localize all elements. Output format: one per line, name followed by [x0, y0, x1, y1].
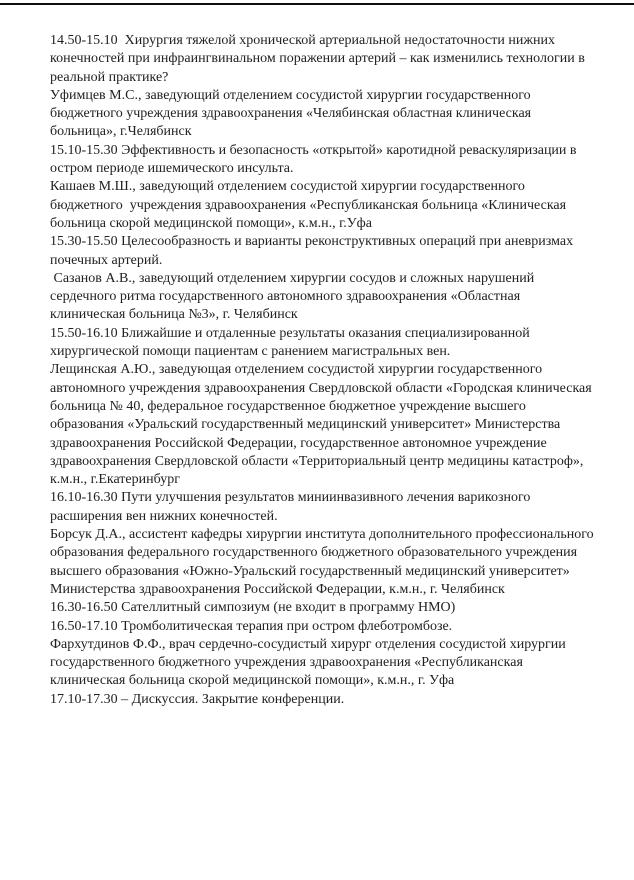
- text-line: почечных артерий.: [50, 252, 163, 268]
- program-text-block: [50, 32, 606, 709]
- text-line: Фархутдинов Ф.Ф., врач сердечно-сосудистый хирург отделения сосудистой хирургии: [50, 636, 566, 652]
- text-line: больница», г.Челябинск: [50, 124, 192, 140]
- text-line: Кашаев М.Ш., заведующий отделением сосудистой хирургии государственного: [50, 179, 525, 195]
- text-line: сердечного ритма государственного автономного здравоохранения «Областная: [50, 289, 521, 305]
- text-line: автономного учреждения здравоохранения Свердловской области «Городская клиническая: [50, 380, 592, 396]
- session-1530-title: [50, 233, 606, 270]
- text-line: здравоохранения Свердловской области «Территориальный центр медицины катастроф»,: [50, 453, 584, 469]
- text-line: больница скорой медицинской помощи», к.м.н., г.Уфа: [50, 215, 372, 231]
- session-1630-satellite: [50, 599, 606, 617]
- text-line: больница № 40, федеральное государственное бюджетное учреждение высшего: [50, 398, 526, 414]
- text-line: бюджетного учреждения здравоохранения «Челябинская областная клиническая: [50, 106, 532, 122]
- text-line: 15.50-16.10 Ближайшие и отдаленные результаты оказания специализированной: [50, 325, 530, 341]
- text-line: Лещинская А.Ю., заведующая отделением сосудистой хирургии государственного: [50, 362, 543, 378]
- text-line: Уфимцев М.С., заведующий отделением сосудистой хирургии государственного: [50, 87, 531, 103]
- text-line: 15.10-15.30 Эффективность и безопасность «открытой» каротидной реваскуляризации в: [50, 142, 577, 158]
- session-1650-speaker: [50, 636, 606, 691]
- text-line: государственного бюджетного учреждения здравоохранения «Республиканская: [50, 655, 523, 671]
- session-1450-speaker: [50, 87, 606, 142]
- scan-artifact-line: [0, 3, 634, 5]
- text-line: Министерства здравоохранения Российской Федерации, к.м.н., г. Челябинск: [50, 581, 505, 597]
- text-line: 15.30-15.50 Целесообразность и варианты реконструктивных операций при аневризмах: [50, 234, 574, 250]
- text-line: к.м.н., г.Екатеринбург: [50, 472, 180, 488]
- text-line: реальной практике?: [50, 69, 169, 85]
- text-line: 16.10-16.30 Пути улучшения результатов миниинвазивного лечения варикозного: [50, 490, 531, 506]
- text-line: остром периоде ишемического инсульта.: [50, 161, 294, 177]
- text-line: 17.10-17.30 – Дискуссия. Закрытие конференции.: [50, 691, 345, 707]
- session-1550-speaker: [50, 361, 606, 489]
- text-line: бюджетного учреждения здравоохранения «Республиканская больница «Клиническая: [50, 197, 567, 213]
- text-line: клиническая больница скорой медицинской помощи», к.м.н., г. Уфа: [50, 673, 455, 689]
- text-line: Борсук Д.А., ассистент кафедры хирургии института дополнительного профессионального: [50, 527, 594, 543]
- text-line: 14.50-15.10 Хирургия тяжелой хронической артериальной недостаточности нижних: [50, 33, 556, 48]
- text-line: высшего образования «Южно-Уральский государственный медицинский университет»: [50, 563, 570, 579]
- session-1710-closing: [50, 691, 606, 709]
- session-1510-speaker: [50, 178, 606, 233]
- session-1530-speaker: [50, 270, 606, 325]
- text-line: образования федерального государственного бюджетного образовательного учреждения: [50, 545, 578, 561]
- session-1610-title: [50, 489, 606, 526]
- session-1550-title: [50, 325, 606, 362]
- text-line: конечностей при инфраингвинальном поражении артерий – как изменились технологии в: [50, 51, 585, 67]
- text-line: Сазанов А.В., заведующий отделением хирургии сосудов и сложных нарушений: [50, 270, 535, 286]
- session-1610-speaker: [50, 526, 606, 599]
- session-1650-title: [50, 618, 606, 636]
- text-line: хирургической помощи пациентам с ранением магистральных вен.: [50, 344, 451, 360]
- text-line: здравоохранения Российской Федерации, государственное автономное учреждение: [50, 435, 547, 451]
- text-line: образования «Уральский государственный медицинский университет» Министерства: [50, 417, 561, 433]
- text-line: 16.30-16.50 Сателлитный симпозиум (не входит в программу НМО): [50, 600, 456, 616]
- text-line: расширения вен нижних конечностей.: [50, 508, 278, 524]
- text-line: клиническая больница №3», г. Челябинск: [50, 307, 298, 323]
- session-1510-title: [50, 142, 606, 179]
- session-1450-title: [50, 32, 606, 87]
- text-line: 16.50-17.10 Тромболитическая терапия при остром флеботромбозе.: [50, 618, 453, 634]
